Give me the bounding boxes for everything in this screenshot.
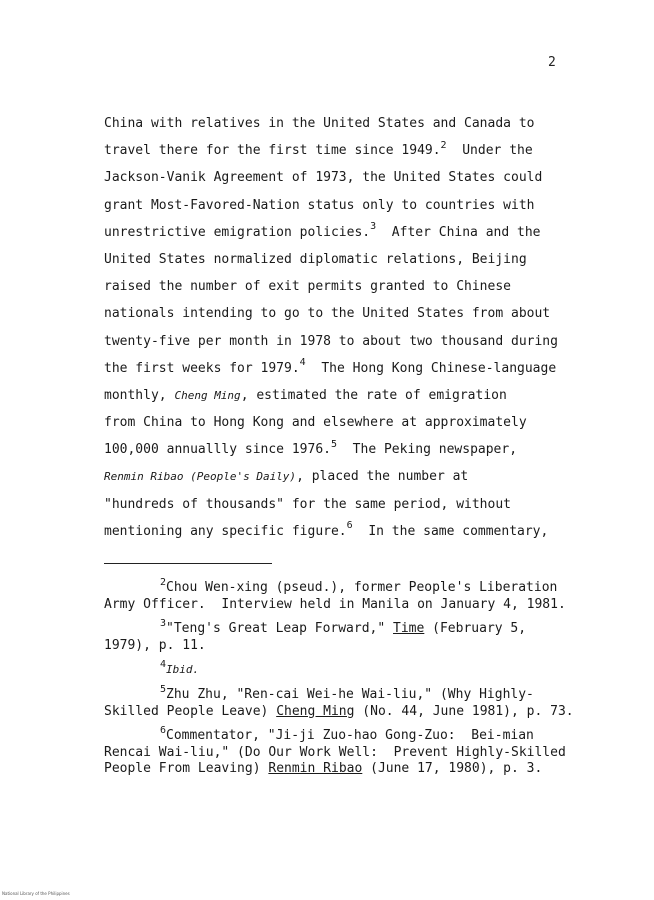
footnote-2-line-1 (104, 576, 624, 597)
footnote-ref-4: 4 (299, 357, 306, 369)
body-line-7: raised the number of exit permits granted to Chinese (104, 279, 511, 295)
footnote-4-line-1 (104, 659, 624, 679)
body-line-16-rest: In the same commentary, (352, 523, 549, 539)
body-line-9: twenty-five per month in 1978 to about two thousand during (104, 333, 558, 349)
body-line-10-text: the first weeks for 1979. (104, 360, 300, 376)
footnote-ref-3: 3 (370, 221, 377, 233)
body-line-10 (104, 355, 624, 382)
footnote-4-number: 4 (160, 659, 167, 671)
body-line-5-text: unrestrictive emigration policies. (104, 224, 371, 240)
body-line-11-text: monthly, (104, 387, 175, 403)
footnote-3-number: 3 (160, 617, 167, 629)
footnote-6-line-3-text: People From Leaving) (104, 761, 269, 777)
footnote-5-line-2 (104, 704, 624, 721)
footnote-4-ibid: Ibid. (166, 663, 200, 677)
footnote-6-line-2: Rencai Wai-liu," (Do Our Work Well: Prevent Highly-Skilled (104, 744, 566, 760)
body-line-16-text: mentioning any specific figure. (104, 523, 347, 539)
footnote-6-rest: (June 17, 1980), p. 3. (362, 761, 543, 777)
body-line-13-rest: The Peking newspaper, (337, 442, 518, 458)
footnote-2-line-2: Army Officer. Interview held in Manila on January 4, 1981. (104, 596, 566, 612)
footnote-6-text: Commentator, "Ji-ji Zuo-hao Gong-Zuo: Bei-mian (166, 728, 534, 744)
body-line-11-rest: , estimated the rate of emigration (240, 387, 507, 403)
body-line-2-text: travel there for the first time since 1949. (104, 143, 441, 159)
footnote-5-number: 5 (160, 683, 167, 695)
body-line-1: China with relatives in the United States and Canada to (104, 116, 535, 131)
body-line-4: grant Most-Favored-Nation status only to countries with (104, 197, 535, 213)
body-line-2-rest: Under the (446, 143, 533, 159)
footnote-3-line-1 (104, 617, 624, 638)
body-line-11 (104, 382, 624, 409)
footnote-5-line-1 (104, 683, 624, 704)
body-line-8: nationals intending to go to the United States from about (104, 306, 551, 322)
footnote-6 (104, 724, 624, 778)
library-footer: National Library of the Philippines (2, 891, 70, 896)
footnote-6-line-3 (104, 761, 624, 778)
footnotes (104, 576, 624, 786)
footnote-3-line-2: 1979), p. 11. (104, 637, 206, 653)
footnote-5 (104, 683, 624, 720)
footnote-6-number: 6 (160, 724, 167, 736)
page-number: 2 (548, 55, 556, 70)
footnote-ref-5: 5 (330, 438, 338, 450)
body-line-3: Jackson-Vanik Agreement of 1973, the United States could (104, 170, 543, 186)
body-line-10-rest: The Hong Kong Chinese-language (305, 360, 557, 376)
body-line-6: United States normalized diplomatic relations, Beijing (104, 251, 527, 267)
title-time: Time (393, 621, 425, 637)
footnote-4 (104, 659, 624, 679)
title-renmin-ribao-footnote: Renmin Ribao (268, 761, 363, 777)
body-line-15: "hundreds of thousands" for the same period, without (104, 496, 511, 512)
title-renmin-ribao: Renmin Ribao (People's Daily) (104, 470, 297, 484)
body-line-14-rest: , placed the number at (296, 469, 469, 485)
body-text (104, 110, 624, 545)
body-line-2 (104, 137, 624, 164)
footnote-ref-6: 6 (346, 520, 353, 532)
footnote-5-rest: (No. 44, June 1981), p. 73. (354, 703, 574, 719)
body-line-13-text: 100,000 annuallly since 1976. (104, 442, 331, 458)
footnote-2 (104, 576, 624, 613)
title-cheng-ming: Cheng Ming (174, 388, 241, 402)
body-line-5-rest: After China and the (376, 224, 541, 240)
footnote-3-rest: (February 5, (424, 621, 527, 637)
footnote-3-text: "Teng's Great Leap Forward," (166, 621, 394, 637)
footnote-5-text: Zhu Zhu, "Ren-cai Wei-he Wai-liu," (Why Highly- (166, 686, 534, 702)
body-line-12: from China to Hong Kong and elsewhere at approximately (104, 415, 527, 431)
footnote-ref-2: 2 (440, 139, 447, 151)
body-line-16 (104, 518, 624, 545)
footnote-2-number: 2 (160, 576, 167, 588)
footnote-6-line-1 (104, 724, 624, 745)
footnote-3 (104, 617, 624, 654)
body-line-14 (104, 463, 624, 490)
footnote-5-line-2-text: Skilled People Leave) (104, 703, 277, 719)
body-line-13 (104, 436, 624, 463)
footnote-2-text: Chou Wen-xing (pseud.), former People's Liberation (166, 580, 558, 595)
body-line-5 (104, 219, 624, 246)
footnote-separator (104, 563, 272, 564)
title-cheng-ming-footnote: Cheng Ming (276, 703, 355, 719)
